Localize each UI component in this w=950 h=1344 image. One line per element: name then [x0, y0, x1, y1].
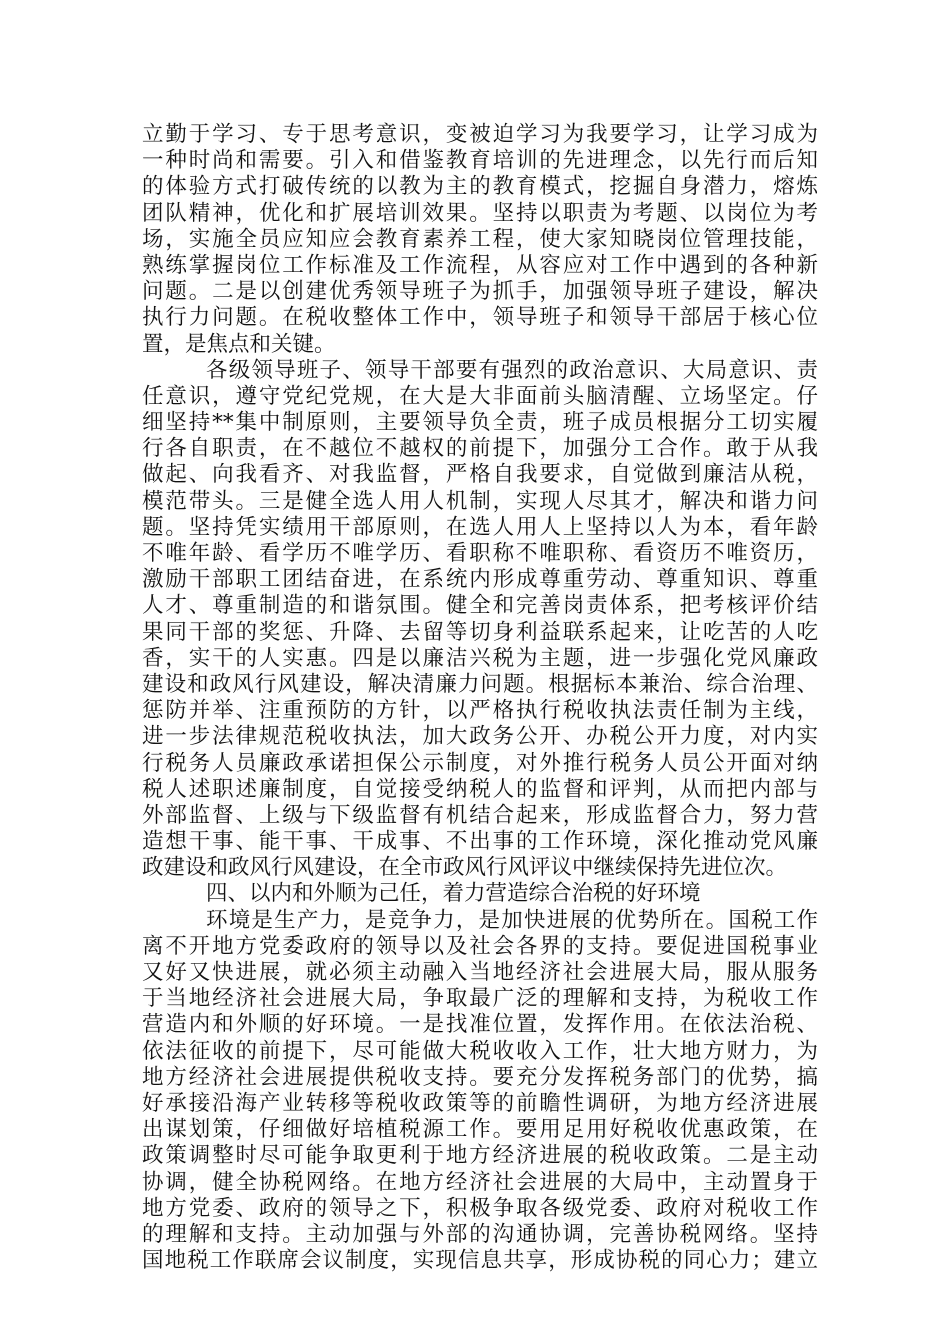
text-line: 外部监督、上级与下级监督有机结合起来，形成监督合力，努力营: [142, 802, 818, 828]
text-line: 又好又快进展，就必须主动融入当地经济社会进展大局，服从服务: [142, 960, 818, 985]
text-line: 人才、尊重制造的和谐氛围。健全和完善岗责体系，把考核评价结: [142, 593, 818, 619]
text-line: 激励干部职工团结奋进，在系统内形成尊重劳动、尊重知识、尊重: [142, 567, 818, 593]
text-line: 营造内和外顺的好环境。一是找准位置，发挥作用。在依法治税、: [142, 1012, 818, 1038]
text-line: 果同干部的奖惩、升降、去留等切身利益联系起来，让吃苦的人吃: [142, 619, 818, 645]
text-line: 好承接沿海产业转移等税收政策等的前瞻性调研，为地方经济进展: [142, 1090, 818, 1116]
text-line: 团队精神，优化和扩展培训效果。坚持以职责为考题、以岗位为考: [142, 200, 818, 226]
text-line: 进一步法律规范税收执法，加大政务公开、办税公开力度，对内实: [142, 724, 818, 750]
text-line: 场，实施全员应知应会教育素养工程，使大家知晓岗位管理技能，: [142, 226, 818, 252]
text-line: 题。坚持凭实绩用干部原则，在选人用人上坚持以人为本，看年龄: [142, 514, 818, 540]
text-line: 税人述职述廉制度，自觉接受纳税人的监督和评判，从而把内部与: [142, 776, 818, 802]
text-line: 一种时尚和需要。引入和借鉴教育培训的先进理念，以先行而后知: [142, 148, 818, 174]
text-line: 执行力问题。在税收整体工作中，领导班子和领导干部居于核心位: [142, 305, 818, 331]
section-heading: 四、以内和外顺为己任，着力营造综合治税的好环境: [206, 881, 701, 907]
text-line: 惩防并举、注重预防的方针，以严格执行税收执法责任制为主线，: [142, 698, 818, 724]
text-line: 政建设和政风行风建设，在全市政风行风评议中继续保持先进位次。: [142, 855, 788, 881]
text-line: 行税务人员廉政承诺担保公示制度，对外推行税务人员公开面对纳: [142, 750, 818, 776]
text-line: 细坚持**集中制原则，主要领导负全责，班子成员根据分工切实履: [142, 410, 818, 436]
text-line: 不唯年龄、看学历不唯学历、看职称不唯职称、看资历不唯资历，: [142, 541, 818, 566]
text-line: 的理解和支持。主动加强与外部的沟通协调，完善协税网络。坚持: [142, 1221, 818, 1247]
text-line: 任意识，遵守党纪党规，在大是大非面前头脑清醒、立场坚定。仔: [142, 383, 818, 409]
text-line: 的体验方式打破传统的以教为主的教育模式，挖掘自身潜力，熔炼: [142, 174, 818, 200]
paragraph-start-line: 环境是生产力，是竞争力，是加快进展的优势所在。国税工作: [206, 907, 818, 933]
text-line: 国地税工作联席会议制度，实现信息共享，形成协税的同心力；建立: [142, 1248, 818, 1274]
text-line: 置，是焦点和关键。: [142, 331, 336, 357]
text-line: 熟练掌握岗位工作标准及工作流程，从容应对工作中遇到的各种新: [142, 252, 818, 278]
text-line: 依法征收的前提下，尽可能做大税收收入工作，壮大地方财力，为: [142, 1038, 818, 1064]
text-line: 离不开地方党委政府的领导以及社会各界的支持。要促进国税事业: [142, 933, 818, 959]
text-line: 于当地经济社会进展大局，争取最广泛的理解和支持，为税收工作: [142, 986, 818, 1012]
text-line: 协调，健全协税网络。在地方经济社会进展的大局中，主动置身于: [142, 1169, 818, 1195]
text-line: 香，实干的人实惠。四是以廉洁兴税为主题，进一步强化党风廉政: [142, 645, 818, 671]
text-line: 地方党委、政府的领导之下，积极争取各级党委、政府对税收工作: [142, 1195, 818, 1221]
text-line: 政策调整时尽可能争取更利于地方经济进展的税收政策。二是主动: [142, 1143, 818, 1169]
text-line: 问题。二是以创建优秀领导班子为抓手，加强领导班子建设，解决: [142, 279, 818, 305]
body-text: [142, 122, 818, 1274]
text-line: 模范带头。三是健全选人用人机制，实现人尽其才，解决和谐力问: [142, 488, 818, 514]
text-line: 地方经济社会进展提供税收支持。要充分发挥税务部门的优势，搞: [142, 1064, 818, 1090]
text-line: 立勤于学习、专于思考意识，变被迫学习为我要学习，让学习成为: [142, 122, 818, 147]
text-line: 做起、向我看齐、对我监督，严格自我要求，自觉做到廉洁从税，: [142, 462, 818, 488]
text-line: 造想干事、能干事、干成事、不出事的工作环境，深化推动党风廉: [142, 829, 818, 855]
paragraph-start-line: 各级领导班子、领导干部要有强烈的政治意识、大局意识、责: [206, 357, 818, 383]
text-line: 出谋划策，仔细做好培植税源工作。要用足用好税收优惠政策，在: [142, 1117, 818, 1143]
text-line: 建设和政风行风建设，解决清廉力问题。根据标本兼治、综合治理、: [142, 671, 818, 697]
text-line: 行各自职责，在不越位不越权的前提下，加强分工合作。敢于从我: [142, 436, 818, 462]
